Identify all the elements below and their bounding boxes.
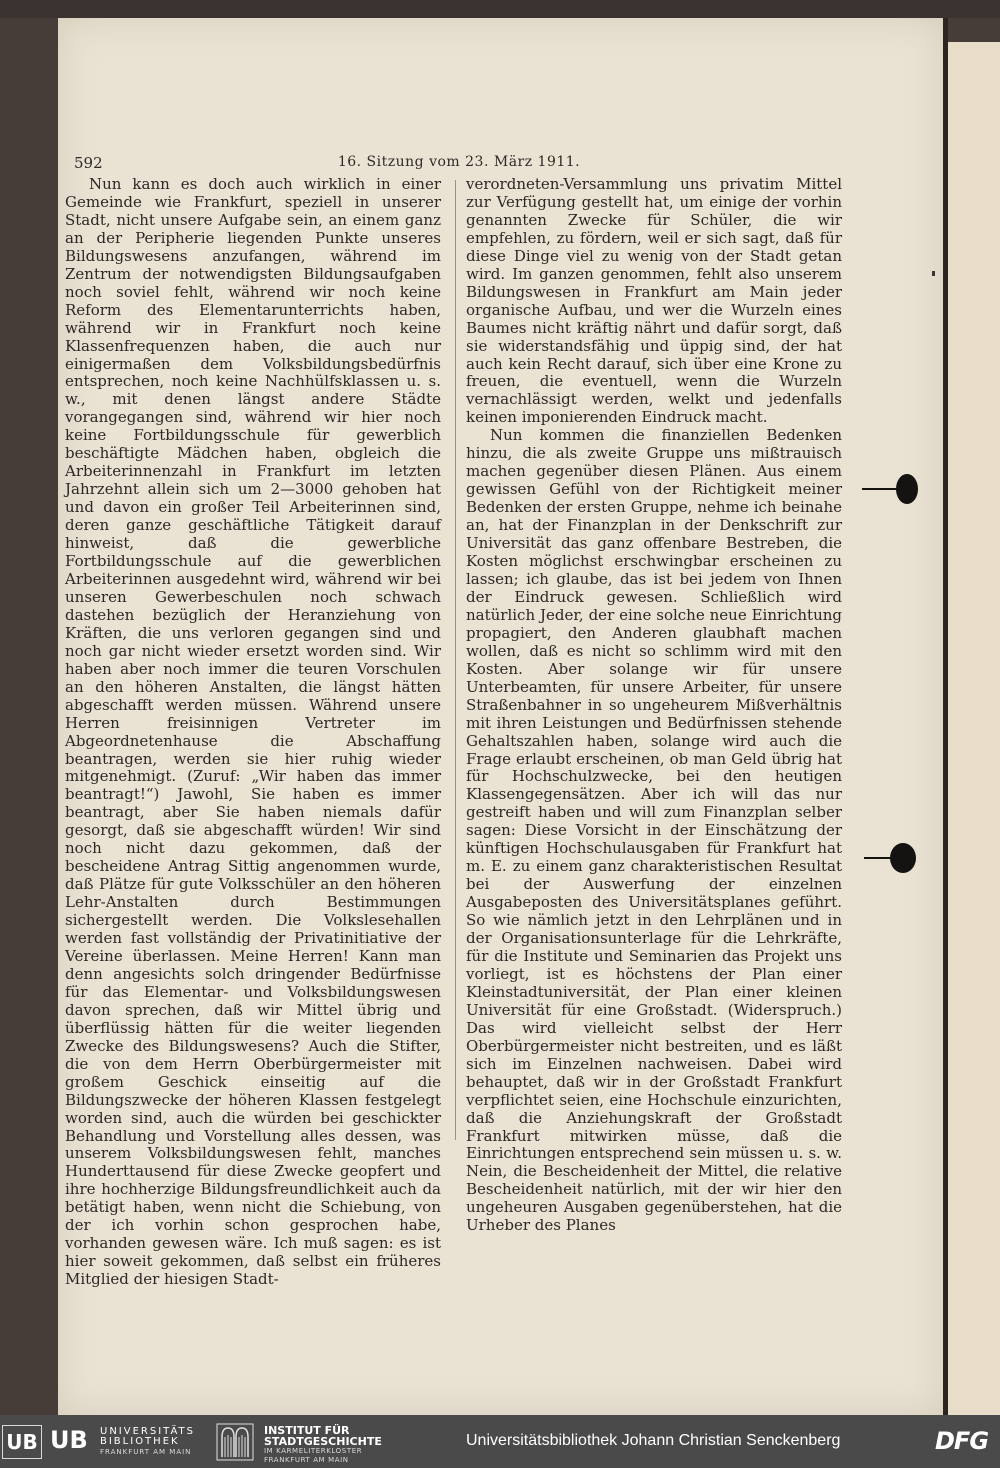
- library-name: Universitätsbibliothek Johann Christian Senckenberg: [466, 1432, 841, 1449]
- isg-name-line1: INSTITUT FÜR: [264, 1424, 350, 1437]
- isg-name: [264, 1425, 382, 1465]
- footer-bar: [0, 1415, 1000, 1468]
- ub-logo: [2, 1425, 202, 1459]
- ub-name-line1: UNIVERSITÄTS: [100, 1426, 196, 1437]
- margin-mark: [932, 271, 935, 276]
- ub-name-line2: BIBLIOTHEK: [100, 1436, 180, 1447]
- ub-initials: UB: [50, 1426, 88, 1454]
- right-column: [466, 176, 842, 1235]
- adjacent-page-strip: [948, 42, 1000, 1415]
- isg-emblem-icon: [216, 1423, 254, 1461]
- paragraph: Nun kann es doch auch wirklich in einer Gemeinde wie Frankfurt, speziell in unserer Stadt, nicht unsere Aufgabe sein, an einem ganz an der Peripherie liegenden Punkte unseres Bildungswesens anzufangen, während im Zentrum der notwendigsten Bildungsaufgaben noch soviel fehlt, während wir noch keine Reform des Elementarunterrichts haben, während wir in Frankfurt noch keine Klassenfrequenzen haben, die auch nur einigermaßen dem Volksbildungsbedürfnis entsprechen, noch keine Nachhülfsklassen u. s. w., mit denen längst andere Städte vorangegangen sind, während wir hier noch keine Fortbildungsschule für gewerblich beschäftigte Mädchen haben, obgleich die Arbeiterinnenzahl in Frankfurt im letzten Jahrzehnt allein sich um 2—3000 gehoben hat und davon ein großer Teil Arbeiterinnen sind, deren ganze geschäftliche Tätigkeit darauf hinweist, daß die gewerbliche Fortbildungsschule auf die gewerblichen Arbeiterinnen ausgedehnt wird, während wir bei unseren Gewerbeschulen noch schwach dastehen bezüglich der Heranziehung von Kräften, die uns verloren gegangen sind und noch gar nicht wieder ersetzt worden sind. Wir haben aber noch immer die teuren Vorschulen an den höheren Anstalten, die längst hätten abgeschafft werden müssen. Während unsere Herren freisinnigen Vertreter im Abgeordnetenhause die Abschaffung beantragen, werden sie hier ruhig wieder mitgenehmigt. (Zuruf: „Wir haben das immer beantragt!“) Jawohl, Sie haben es immer beantragt, aber Sie haben niemals dafür gesorgt, daß sie abgeschafft würden! Wir sind noch nicht dazu gekommen, daß der bescheidene Antrag Sittig angenommen wurde, daß Plätze für gute Volksschüler an den höheren Lehr-Anstalten durch Bestimmungen sichergestellt werden. Die Volkslesehallen werden fast vollständig der Privatinitiative der Vereine überlassen. Meine Herren! Kann man denn angesichts solch dringender Bedürfnisse für das Elementar- und Volksbildungswesen davon sprechen, daß wir Mittel übrig und überflüssig hätten für die weiter liegenden Zwecke des Bildungswesens? Auch die Stifter, die von dem Herrn Oberbürgermeister mit großem Geschick einseitig auf die Bildungszwecke der höheren Klassen festgelegt worden sind, auch die würden bei geschickter Behandlung und Vorstellung alles dessen, was unserem Volksbildungswesen fehlt, manches Hunderttausend für diese Zwecke geopfert und ihre hochherzige Bildungsfreundlichkeit auch da betätigt haben, wenn nicht die Schiebung, von der ich vorhin schon gesprochen habe, vorhanden gewesen wäre. Ich muß sagen: es ist hier soweit gekommen, daß selbst ein früheres Mitglied der hiesigen Stadt-: [65, 175, 441, 1289]
- paragraph: Nun kommen die finanziellen Bedenken hinzu, die als zweite Gruppe uns mißtrauisch machen gegenüber diesen Plänen. Aus einem gewissen Gefühl von der Richtigkeit meiner Bedenken der ersten Gruppe, nehme ich beinahe an, hat der Finanzplan in der Denkschrift zur Universität das ganz offenbare Bestreben, die Kosten möglichst erschwingbar erscheinen zu lassen; ich glaube, das ist bei jedem von Ihnen der Eindruck gewesen. Schließlich wird natürlich Jeder, der eine solche neue Einrichtung propagiert, den Anderen glaubhaft machen wollen, daß es nicht so schlimm wird mit den Kosten. Aber solange wir für unsere Unterbeamten, für unsere Arbeiter, für unsere Straßenbahner in so ungeheurem Mißverhältnis mit ihren Leistungen und Bedürfnissen stehende Gehaltszahlen haben, solange wird auch die Frage erlaubt erscheinen, ob man Geld übrig hat für Hochschulzwecke, bei den heutigen Klassengegensätzen. Aber ich will das nur gestreift haben und will zum Finanzplan selber sagen: Diese Vorsicht in der Einschätzung der künftigen Hochschulausgaben für Frankfurt hat m. E. zu einem ganz charakteristischen Resultat bei der Auswerfung der einzelnen Ausgabeposten des Universitätsplanes geführt. So wie nämlich jetzt in den Lehrplänen und in der Organisationsunterlage für die Lehrkräfte, für die Institute und Seminarien das Projekt uns vorliegt, ist es höchstens der Plan einer Kleinstadtuniversität, der Plan einer kleinen Universität für eine Großstadt. (Widerspruch.) Das wird vielleicht selbst der Herr Oberbürgermeister nicht bestreiten, und es läßt sich im Einzelnen nachweisen. Dabei wird behauptet, daß wir in der Großstadt Frankfurt verpflichtet seien, eine Hochschule einzurichten, daß die Anziehungskraft der Großstadt Frankfurt mitwirken müsse, daß die Einrichtungen entsprechend sein müssen u. s. w. Nein, die Bescheidenheit der Mittel, die relative Bescheidenheit natürlich, mit der wir hier den ungeheuren Ausgaben gegenüberstehen, hat die Urheber des Planes: [466, 426, 842, 1235]
- left-column: [65, 176, 441, 1289]
- isg-name-line4: FRANKFURT AM MAIN: [264, 1456, 349, 1464]
- isg-logo: [216, 1423, 456, 1464]
- thumb-tab-upper: [896, 474, 918, 504]
- dfg-logo: DFG: [935, 1427, 989, 1455]
- isg-name-line2: STADTGESCHICHTE: [264, 1435, 382, 1448]
- paragraph: verordneten-Versammlung uns privatim Mittel zur Verfügung gestellt hat, um einige der vorhin genannten Zwecke für Schüler, die wir empfehlen, zu fördern, weil er sich sagt, daß für diese Dinge viel zu wenig von der Stadt getan wird. Im ganzen genommen, fehlt also unserem Bildungswesen in Frankfurt am Main jeder organische Aufbau, und wer die Wurzeln eines Baumes nicht kräftig nährt und dafür sorgt, daß sie widerstandsfähig und üppig sind, der hat auch kein Recht darauf, sich über eine Krone zu freuen, die eventuell, wenn die Wurzeln vernachlässigt werden, welkt und jedenfalls keinen imponierenden Eindruck macht.: [466, 175, 842, 427]
- ub-emblem-icon: UB: [2, 1425, 42, 1459]
- isg-name-line3: IM KARMELITERKLOSTER: [264, 1447, 363, 1455]
- column-divider: [455, 180, 456, 1140]
- ub-name: [100, 1427, 195, 1457]
- ub-name-line3: FRANKFURT AM MAIN: [100, 1448, 192, 1456]
- page-number: 592: [74, 154, 103, 172]
- running-head: 16. Sitzung vom 23. März 1911.: [337, 154, 581, 170]
- thumb-tab-lower-line: [864, 857, 894, 859]
- thumb-tab-upper-line: [862, 488, 898, 490]
- scan-edge-top: [0, 0, 1000, 18]
- page-header: [74, 150, 844, 174]
